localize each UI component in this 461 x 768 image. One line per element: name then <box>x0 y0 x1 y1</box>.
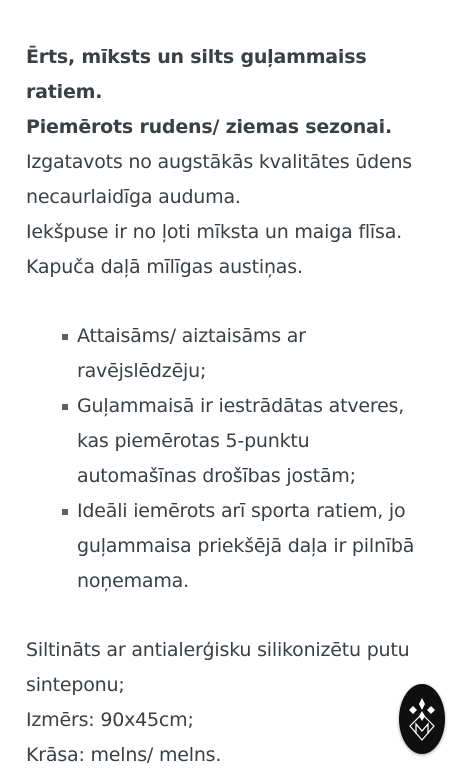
feature-1-line-2: ravējslēdzēju; <box>77 360 207 382</box>
feature-3-line-2: guļammaisa priekšējā daļa ir pilnībā <box>77 535 415 557</box>
bullet-square-icon <box>62 334 68 340</box>
chat-widget-button[interactable] <box>399 684 445 754</box>
spacer <box>26 599 436 633</box>
product-description <box>26 40 436 768</box>
spacer <box>26 285 436 319</box>
list-item <box>77 389 436 494</box>
spec-line-insulation-1: Siltināts ar antialerģisku silikonizētu putu <box>26 639 410 661</box>
spec-line-insulation-2: sinteponu; <box>26 674 125 696</box>
description-intro-line-1: Izgatavots no augstākās kvalitātes ūdens <box>26 151 413 173</box>
bullet-square-icon <box>62 509 68 515</box>
feature-2-line-3: automašīnas drošības jostām; <box>77 465 356 487</box>
spec-line-size: Izmērs: 90x45cm; <box>26 709 194 731</box>
list-item <box>77 319 436 389</box>
description-intro-line-3: Iekšpuse ir no ļoti mīksta un maiga flīsa. <box>26 221 402 243</box>
description-heading-line-1: Ērts, mīksts un silts guļammaiss ratiem. <box>26 46 367 103</box>
feature-3-line-1: Ideāli iemērots arī sporta ratiem, jo <box>77 500 406 522</box>
description-heading-line-2: Piemērots rudens/ ziemas sezonai. <box>26 116 392 138</box>
brand-logo-icon <box>407 696 437 742</box>
description-intro-line-4: Kapuča daļā mīlīgas austiņas. <box>26 256 303 278</box>
bullet-square-icon <box>62 404 68 410</box>
description-intro-line-2: necaurlaidīga auduma. <box>26 186 241 208</box>
feature-1-line-1: Attaisāms/ aiztaisāms ar <box>77 325 306 347</box>
feature-3-line-3: noņemama. <box>77 570 189 592</box>
spec-line-color: Krāsa: melns/ melns. <box>26 744 222 766</box>
list-item <box>77 494 436 599</box>
feature-2-line-2: kas piemērotas 5-punktu <box>77 430 310 452</box>
feature-2-line-1: Guļammaisā ir iestrādātas atveres, <box>77 395 405 417</box>
feature-list <box>26 319 436 599</box>
